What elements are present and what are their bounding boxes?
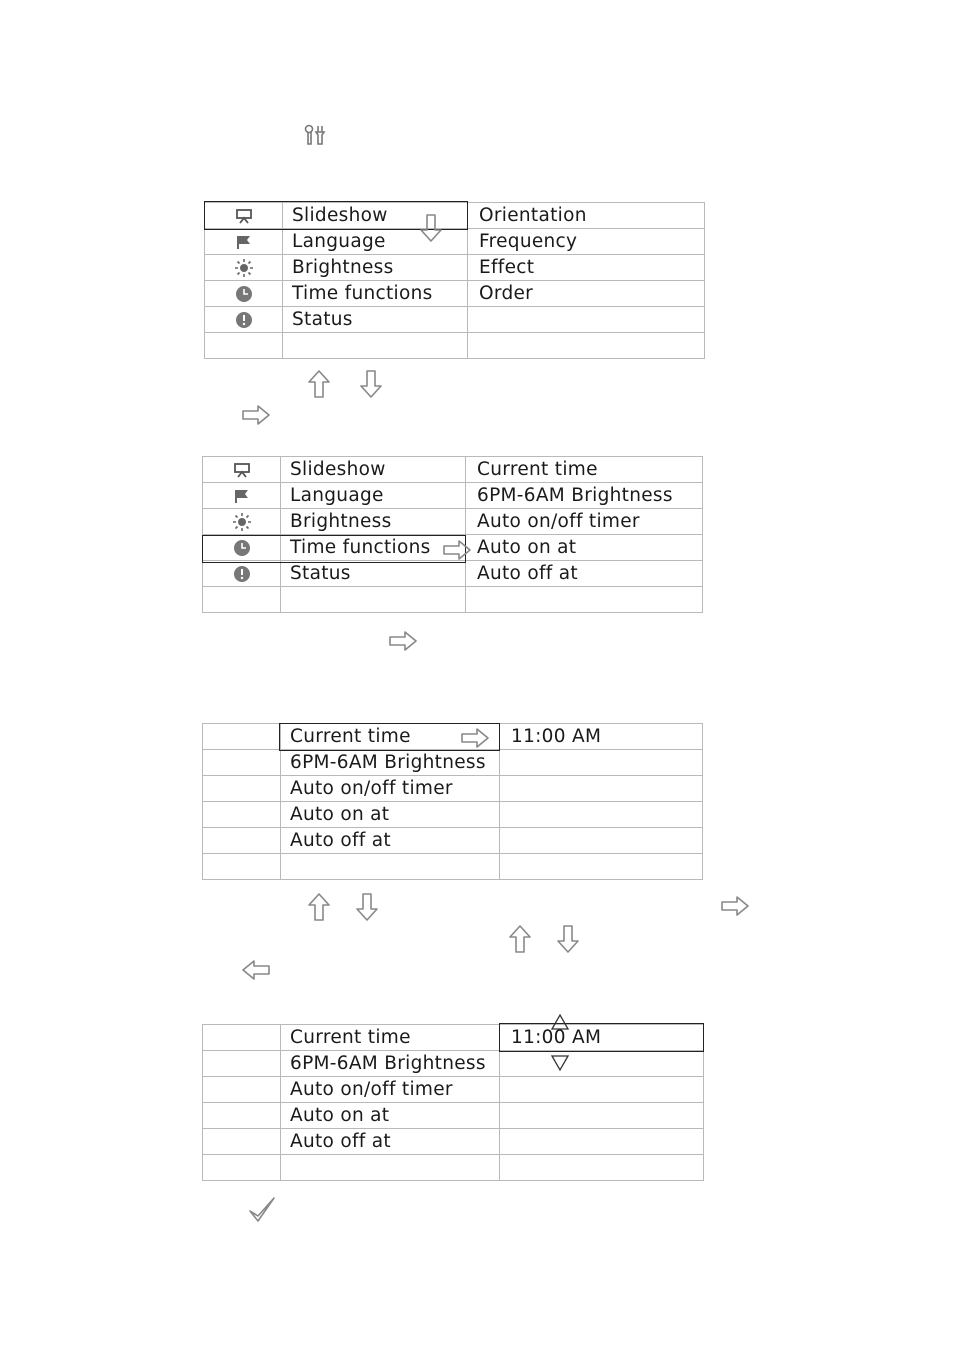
menu-row[interactable] [205, 229, 705, 255]
menu-item-label[interactable]: Status [281, 561, 466, 587]
menu-row[interactable] [203, 750, 703, 776]
menu-row[interactable] [203, 1051, 704, 1077]
up-arrow-icon [307, 892, 331, 926]
submenu-item-label[interactable]: Auto on at [466, 535, 703, 561]
submenu-item-label[interactable]: 6PM-6AM Brightness [466, 483, 703, 509]
menu-row[interactable] [203, 1103, 704, 1129]
value-cell [500, 776, 703, 802]
value-cell [500, 1077, 704, 1103]
value-cell [500, 1103, 704, 1129]
menu-item-label[interactable]: 6PM-6AM Brightness [281, 750, 500, 776]
menu-row-empty [205, 333, 705, 359]
time-value[interactable]: 11:00 AM [500, 724, 703, 750]
down-arrow-icon [556, 924, 580, 958]
language-flag-icon [203, 483, 281, 509]
menu-item-label[interactable]: Language [283, 229, 468, 255]
value-cell [500, 1051, 704, 1077]
time-value-editing[interactable]: 11:00 AM [500, 1025, 704, 1051]
menu-row[interactable] [205, 281, 705, 307]
menu-item-label[interactable]: Slideshow [281, 457, 466, 483]
settings-tools-icon [303, 124, 327, 150]
menu-item-label[interactable]: Slideshow [283, 203, 468, 229]
right-arrow-icon [241, 404, 271, 430]
menu-row[interactable] [203, 509, 703, 535]
menu-item-label[interactable]: Auto on at [281, 1103, 500, 1129]
menu-item-label[interactable]: 6PM-6AM Brightness [281, 1051, 500, 1077]
right-arrow-icon [460, 727, 490, 753]
value-cell [500, 802, 703, 828]
menu-row-empty [203, 854, 703, 880]
menu-row[interactable] [203, 776, 703, 802]
submenu-item-label[interactable]: Auto on/off timer [466, 509, 703, 535]
value-cell [500, 750, 703, 776]
menu-item-label[interactable]: Language [281, 483, 466, 509]
menu-item-label[interactable]: Auto on/off timer [281, 1077, 500, 1103]
menu-row[interactable] [203, 457, 703, 483]
info-icon [203, 561, 281, 587]
brightness-sun-icon [203, 509, 281, 535]
menu-row[interactable] [203, 1077, 704, 1103]
slideshow-icon [203, 457, 281, 483]
down-arrow-icon [419, 213, 443, 247]
menu-row-empty [203, 1155, 704, 1181]
brightness-sun-icon [205, 255, 283, 281]
selection-highlight [499, 1023, 704, 1052]
increment-triangle-icon[interactable] [550, 1013, 570, 1035]
right-arrow-icon [442, 539, 472, 565]
clock-icon [205, 281, 283, 307]
left-arrow-icon [241, 959, 271, 985]
menu-item-label[interactable]: Auto on at [281, 802, 500, 828]
submenu-item-label[interactable]: Order [468, 281, 705, 307]
submenu-item-label[interactable]: Effect [468, 255, 705, 281]
value-cell [500, 1129, 704, 1155]
menu-row[interactable] [203, 1129, 704, 1155]
menu-row[interactable] [203, 483, 703, 509]
submenu-item-label[interactable]: Frequency [468, 229, 705, 255]
down-arrow-icon [359, 369, 383, 403]
menu-item-label[interactable]: Auto off at [281, 1129, 500, 1155]
menu-row[interactable] [203, 802, 703, 828]
up-arrow-icon [307, 369, 331, 403]
value-cell [500, 828, 703, 854]
language-flag-icon [205, 229, 283, 255]
menu-item-label[interactable]: Current time [281, 724, 500, 750]
selection-highlight [202, 535, 466, 563]
info-icon [205, 307, 283, 333]
up-arrow-icon [508, 924, 532, 958]
menu-item-label[interactable]: Brightness [281, 509, 466, 535]
submenu-item-label[interactable]: Current time [466, 457, 703, 483]
menu-row-empty [203, 587, 703, 613]
menu-item-label[interactable]: Time functions [281, 535, 466, 561]
menu-item-label[interactable]: Time functions [283, 281, 468, 307]
menu-item-label[interactable]: Auto on/off timer [281, 776, 500, 802]
menu-row[interactable] [203, 828, 703, 854]
submenu-item-label[interactable]: Orientation [468, 203, 705, 229]
submenu-item-label[interactable] [468, 307, 705, 333]
decrement-triangle-icon[interactable] [550, 1054, 570, 1076]
right-arrow-icon [720, 895, 750, 921]
down-arrow-icon [355, 892, 379, 926]
menu-row[interactable] [205, 307, 705, 333]
menu-item-label[interactable]: Auto off at [281, 828, 500, 854]
menu-item-label[interactable]: Status [283, 307, 468, 333]
right-arrow-icon [388, 630, 418, 656]
menu-item-label[interactable]: Current time [281, 1025, 500, 1051]
menu-item-label[interactable]: Brightness [283, 255, 468, 281]
menu-row[interactable] [205, 255, 705, 281]
submenu-item-label[interactable]: Auto off at [466, 561, 703, 587]
checkmark-icon [247, 1195, 277, 1229]
